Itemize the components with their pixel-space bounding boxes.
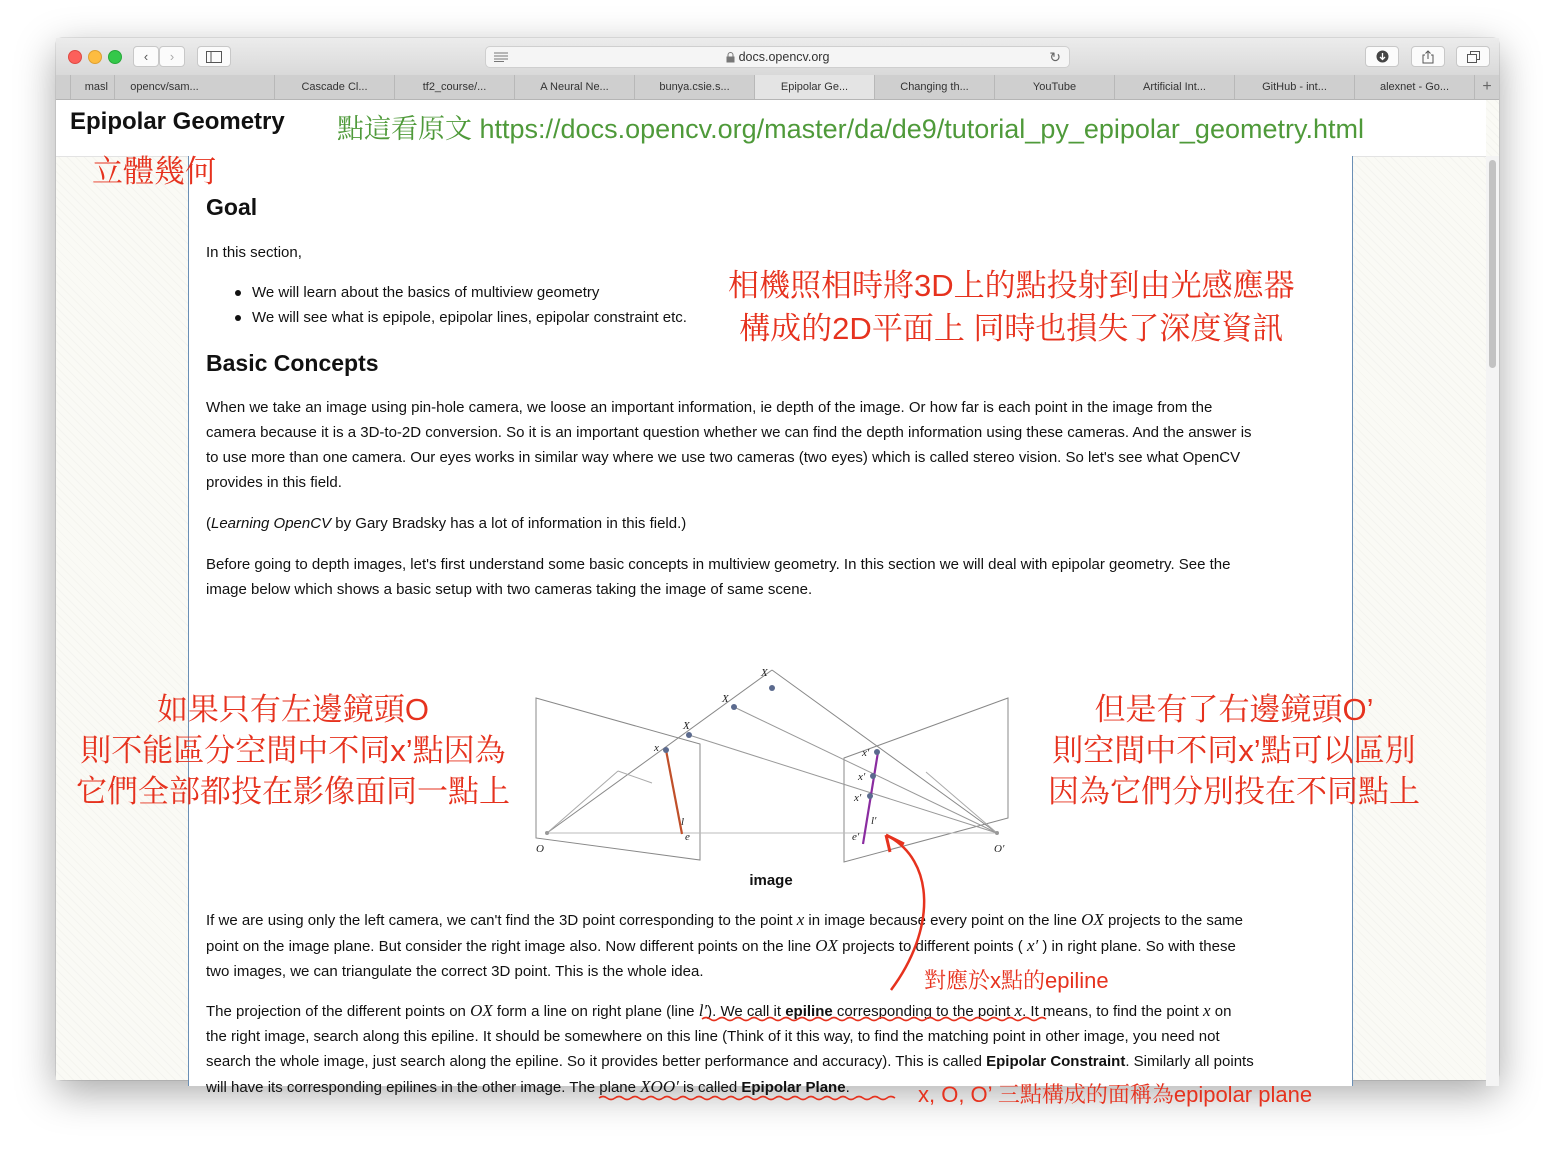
tab-9[interactable]: Artificial Int... [1114, 75, 1234, 99]
list-item: We will see what is epipole, epipolar lines, epipolar constraint etc. [206, 305, 687, 330]
forward-button[interactable] [159, 46, 185, 67]
address-text: docs.opencv.org [738, 50, 830, 64]
title-bar [56, 38, 1499, 76]
paragraph-left-camera: If we are using only the left camera, we can't find the 3D point corresponding to the point x in image because every point on the line OX projects to the same point on the image plane. But consider the right image also. Now different points on the line OX projects to different points ( x′ ) in right plane. So with these two images, we can triangulate the correct 3D point. This is the whole idea. [206, 910, 1244, 980]
goal-list [206, 280, 687, 330]
page-title[interactable]: Epipolar Geometry [70, 108, 285, 135]
chevron-right-icon: › [169, 49, 175, 64]
minimize-window-icon[interactable] [88, 50, 102, 64]
camera-projection-note: 相機照相時將3D上的點投射到由光感應器 構成的2D平面上 同時也損失了深度資訊 [728, 268, 1295, 346]
tabs-overview-button[interactable] [1456, 46, 1490, 67]
line-OX [547, 670, 772, 833]
sidebar-icon [206, 51, 222, 63]
book-title: Learning OpenCV [211, 515, 332, 532]
lock-icon [726, 52, 735, 63]
tab-4[interactable]: A Neural Ne... [514, 75, 634, 99]
tab-7[interactable]: Changing th... [874, 75, 994, 99]
figure-caption: image [749, 872, 793, 889]
address-bar[interactable] [485, 46, 1070, 68]
basic-concepts-heading: Basic Concepts [206, 350, 379, 376]
tab-8[interactable]: YouTube [994, 75, 1114, 99]
paragraph-epiline: The projection of the different points on OX form a line on right plane (line l′). We call it epiline corresponding to the point x. It means, to find the point x on the right image, search along this epiline. It should be somewhere on this line (Think of it this way, to find the matching point in other image, you need not search the whole image, just search along the epiline. So it provides better performance and accuracy). This is called Epipolar Constraint. Similarly all points will have its corresponding epilines in the other image. The plane XOO′ is called Epipolar Plane. [206, 1001, 1254, 1096]
label-O-prime: O′ [994, 843, 1005, 855]
tab-6-active[interactable]: Epipolar Ge... [754, 75, 874, 99]
label-l: l [681, 816, 685, 828]
scrollbar-thumb[interactable] [1489, 160, 1496, 368]
epipolar-figure [532, 668, 1012, 878]
label-x-prime-3: x′ [854, 792, 862, 804]
right-camera-note: 但是有了右邊鏡頭O’ 則空間中不同x’點可以區別 因為它們分別投在不同點上 [1048, 692, 1420, 809]
label-O: O [536, 843, 544, 855]
downloads-button[interactable] [1365, 46, 1399, 67]
list-item: We will learn about the basics of multiview geometry [206, 280, 687, 305]
goal-heading: Goal [206, 194, 258, 220]
tab-3[interactable]: tf2_course/... [394, 75, 514, 99]
original-link-note: 點這看原文 https://docs.opencv.org/master/da/de9/tutorial_py_epipolar_geometry.html [337, 114, 1364, 144]
epipolar-constraint-term: Epipolar Constraint [986, 1053, 1126, 1070]
tab-0[interactable]: masl [70, 75, 114, 99]
right-image-plane [844, 698, 1008, 862]
tab-10[interactable]: GitHub - int... [1234, 75, 1354, 99]
intro-text: In this section, [206, 244, 302, 261]
left-epiline-l [666, 750, 685, 834]
paragraph-before-depth: Before going to depth images, let's first understand some basic concepts in multiview geometry. In this section we will deal with epipolar geometry. See the image below which shows a basic setup with two cameras taking the image of same scene. [206, 556, 1231, 598]
label-X-low: X [683, 720, 690, 732]
epipolar-plane-term: Epipolar Plane [741, 1079, 846, 1096]
label-e-prime: e′ [852, 831, 860, 843]
tab-5[interactable]: bunya.csie.s... [634, 75, 754, 99]
download-icon [1376, 50, 1389, 63]
label-e: e [685, 831, 690, 843]
tab-2[interactable]: Cascade Cl... [274, 75, 394, 99]
tab-pinned[interactable] [56, 75, 70, 99]
share-icon [1422, 50, 1434, 64]
share-button[interactable] [1411, 46, 1445, 67]
reader-icon [494, 52, 508, 62]
translation-note: 立體幾何 [92, 154, 216, 189]
tab-11[interactable]: alexnet - Go... [1354, 75, 1474, 99]
zoom-window-icon[interactable] [108, 50, 122, 64]
epiline-note: 對應於x點的epiline [924, 968, 1109, 993]
tabs-icon [1467, 51, 1480, 63]
tab-1[interactable]: opencv/sam... [114, 75, 214, 99]
reload-icon[interactable]: ↻ [1049, 49, 1061, 65]
close-window-icon[interactable] [68, 50, 82, 64]
paragraph-pinhole: When we take an image using pin-hole camera, we loose an important information, ie depth of the image. Or how far is each point in the image from the camera because it is a 3D-to-2D conversion. So it is an important question whether we can find the depth information using these cameras. And the answer is to use more than one camera. Our eyes works in similar way where we use two cameras (two eyes) which is called stereo vision. So let's see what OpenCV provides in this field. [206, 399, 1252, 491]
back-button[interactable] [133, 46, 159, 67]
label-x-prime-2: x′ [858, 771, 866, 783]
browser-window [56, 38, 1499, 1107]
label-X-mid: X [722, 693, 729, 705]
page-content [56, 100, 1499, 1107]
left-camera-note: 如果只有左邊鏡頭O 則不能區分空間中不同x’點因為 它們全部都投在影像面同一點上 [76, 692, 510, 809]
scrollbar[interactable] [1486, 156, 1499, 1086]
label-X-top: X [761, 667, 768, 679]
left-image-plane [536, 698, 700, 860]
epiline-term: epiline [785, 1003, 833, 1020]
label-x: x [654, 742, 659, 754]
tab-bar [56, 75, 1499, 100]
paragraph-book: (Learning OpenCV by Gary Bradsky has a lot of information in this field.) [206, 515, 687, 532]
sidebar-button[interactable] [197, 46, 231, 67]
page-header [56, 100, 1486, 157]
new-tab-button[interactable]: + [1474, 75, 1499, 99]
epipolar-plane-note: x, O, O’ 三點構成的面稱為epipolar plane [918, 1082, 1313, 1107]
label-l-prime: l′ [871, 815, 877, 827]
line-XO-prime [772, 670, 997, 833]
label-x-prime-1: x′ [862, 747, 870, 759]
chevron-left-icon: ‹ [143, 49, 149, 64]
